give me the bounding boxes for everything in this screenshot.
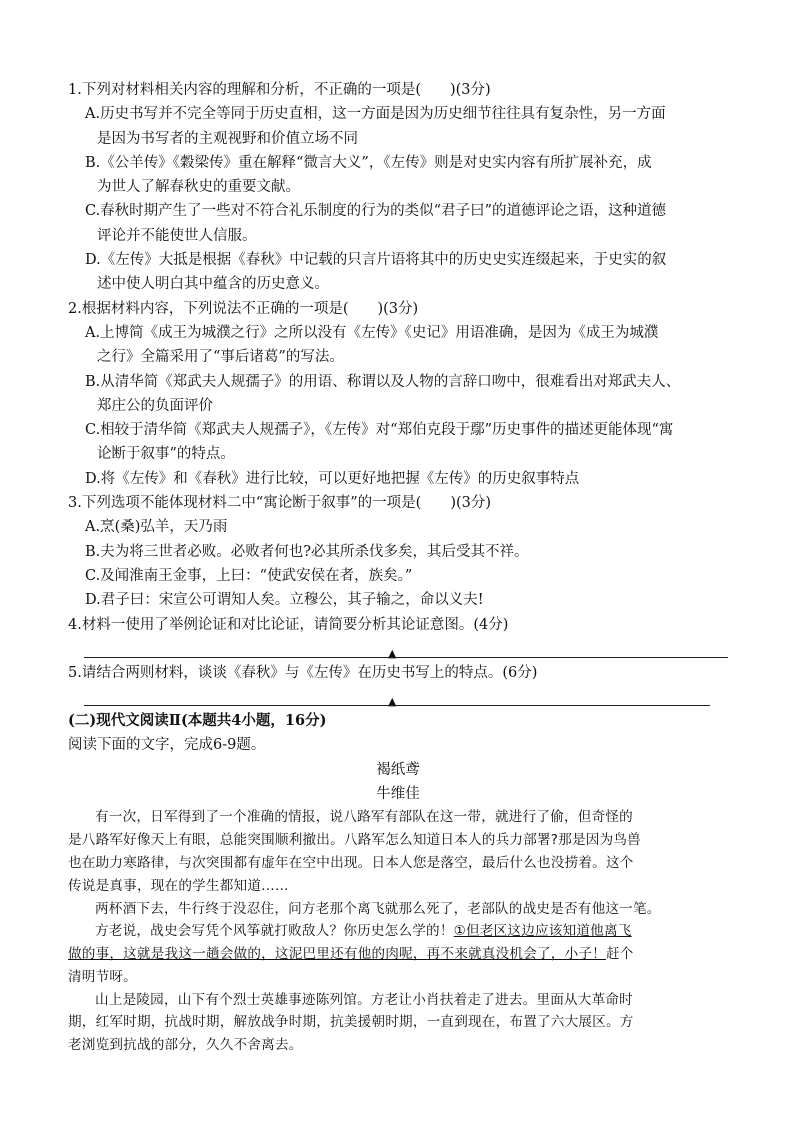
q3-option-d: D.君子曰：宋宣公可谓知人矣。立穆公，其子输之，命以义夫! <box>85 592 484 609</box>
q2-option-c: C.相较于清华简《郑武夫人规孺子》，《左传》对“郑伯克段于鄢”历史事件的描述更能体现“寓 <box>85 422 674 439</box>
q1-option-d: D.《左传》大抵是根据《春秋》中记载的只言片语将其中的历史史实连缀起来，于史实的叙 <box>85 252 667 269</box>
story-text: 赶个 <box>605 946 634 963</box>
story-line: 老浏览到抗战的部分，久久不舍离去。 <box>68 1037 303 1054</box>
answer-rule <box>84 705 710 706</box>
q3-option-a: A.烹(桑)弘羊，天乃雨 <box>85 519 228 536</box>
story-line: 清明节呀。 <box>68 968 137 985</box>
q1-option-b: B.《公羊传》《穀梁传》重在解释“微言大义”，《左传》则是对史实内容有所扩展补充，成 <box>85 154 652 171</box>
story-line <box>68 943 728 966</box>
q2-option-a: A.上博简《成王为城濮之行》之所以没有《左传》《史记》用语准确，是因为《成王为城濮 <box>85 324 659 341</box>
section-instruction: 阅读下面的文字，完成6-9题。 <box>68 737 266 754</box>
underlined-sentence-1-cont: 做的事，这就是我这一趟会做的，这泥巴里还有他的肉呢，再不来就真没机会了，小子！ <box>68 946 606 963</box>
story-text: 方老说，战史会写凭个风筝就打败敌人？你历史怎么学的！ <box>95 923 454 940</box>
story-line: 山上是陵园，山下有个烈士英雄事迹陈列馆。方老让小肖扶着走了进去。里面从大革命时 <box>95 991 633 1008</box>
answer-marker-icon: ▲ <box>388 695 397 709</box>
q3-option-b: B.夫为将三世者必败。必败者何也?必其所杀伐多矣，其后受其不祥。 <box>85 543 529 560</box>
story-title: 褐纸鸢 <box>376 761 420 778</box>
q4-stem: 4.材料一使用了举例论证和对比论证，请简要分析其论证意图。(4分) <box>68 616 509 633</box>
q2-option-a-cont: 之行》全篇采用了“事后诸葛”的写法。 <box>97 349 344 366</box>
story-line: 两杯酒下去，牛行终于没忍住，问方老那个离飞就那么死了，老部队的战史是否有他这一笔。 <box>95 900 661 917</box>
story-line: 有一次，日军得到了一个准确的情报，说八路军有部队在这一带，就进行了偷，但奇怪的 <box>95 809 633 826</box>
q2-option-b: B.从清华简《郑武夫人规孺子》的用语、称谓以及人物的言辞口吻中，很难看出对郑武夫人、 <box>85 373 681 390</box>
answer-marker-icon: ▲ <box>388 646 397 660</box>
q2-option-c-cont: 论断于叙事”的特点。 <box>97 446 235 463</box>
q1-option-a-cont: 是因为书写者的主观视野和价值立场不同 <box>97 130 358 147</box>
q1-option-b-cont: 为世人了解春秋史的重要文献。 <box>97 179 300 196</box>
story-line: 也在助力寒路律，与次突围都有虚年在空中出现。日本人您是落空，最后什么也没捞着。这个 <box>68 854 634 871</box>
q5-stem: 5.请结合两则材料，谈谈《春秋》与《左传》在历史书写上的特点。(6分) <box>68 664 538 681</box>
answer-rule <box>84 657 728 658</box>
story-body <box>68 806 728 1057</box>
q1-option-d-cont: 述中使人明白其中蕴含的历史意义。 <box>97 276 329 293</box>
q2-option-b-cont: 郑庄公的负面评价 <box>97 397 213 414</box>
story-line <box>68 920 728 943</box>
q4-answer-line[interactable] <box>68 637 728 661</box>
q2-stem: 2.根据材料内容，下列说法不正确的一项是( )(3分) <box>68 300 419 317</box>
underlined-sentence-1: ①但老区这边应该知道他离飞 <box>453 923 632 940</box>
story-line: 传说是真事，现在的学生都知道…… <box>68 877 289 894</box>
q1-option-c-cont: 评论并不能使世人信服。 <box>97 227 257 244</box>
q1-option-a: A.历史书写并不完全等同于历史直相，这一方面是因为历史细节往往具有复杂性，另一方面 <box>85 106 666 123</box>
q3-option-c: C.及闻淮南王金事，上曰：“使武安侯在者，族矣。” <box>85 567 413 584</box>
story-line: 期，红军时期，抗战时期，解放战争时期，抗美援朝时期，一直到现在，布置了六大展区。方 <box>68 1014 634 1031</box>
exam-page <box>68 78 728 1057</box>
q5-answer-line[interactable] <box>68 685 728 709</box>
q3-stem: 3.下列选项不能体现材料二中“寓论断于叙事”的一项是( )(3分) <box>68 495 492 512</box>
story-line: 是八路军好像天上有眼，总能突围顺利撤出。八路军怎么知道日本人的兵力部署?那是因为鸟兽 <box>68 832 641 849</box>
q1-stem: 1.下列对材料相关内容的理解和分析，不正确的一项是( )(3分) <box>68 82 491 98</box>
section-heading: (二)现代文阅读Ⅱ(本题共4小题，16分) <box>68 712 327 730</box>
story-author: 牛维佳 <box>376 786 420 803</box>
q1-option-c: C.春秋时期产生了一些对不符合礼乐制度的行为的类似“君子曰”的道德评论之语，这种道德 <box>85 203 667 220</box>
q2-option-d: D.将《左传》和《春秋》进行比较，可以更好地把握《左传》的历史叙事特点 <box>85 470 580 487</box>
